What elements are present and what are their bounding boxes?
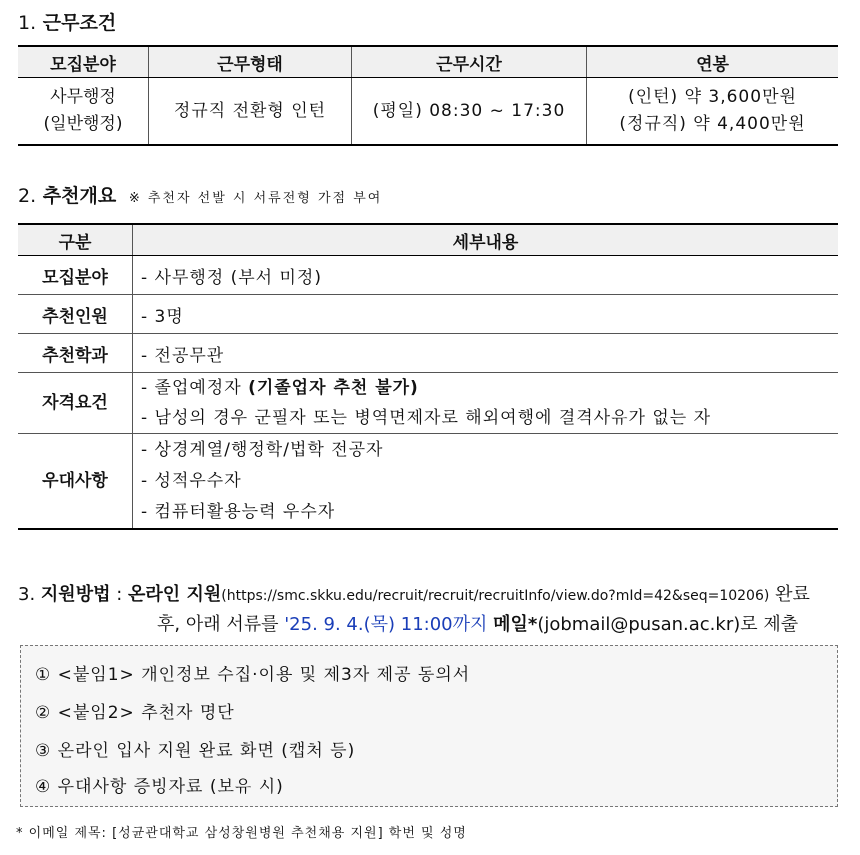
row-label: 추천인원 (18, 295, 133, 334)
line2-prefix: 후, 아래 서류를 (157, 614, 279, 635)
work-conditions-table (18, 45, 838, 146)
online-apply: 온라인 지원 (128, 584, 222, 605)
recommendation-table (18, 223, 838, 530)
email-subject-footnote: * 이메일 제목: [성균관대학교 삼성창원병원 추천채용 지원] 학번 및 성명 (16, 826, 467, 841)
table-header-row (18, 46, 838, 78)
row-detail: - 3명 (133, 295, 839, 334)
section2-heading (18, 181, 382, 208)
mail-label: 메일* (493, 614, 538, 635)
header-details: 세부내용 (133, 224, 839, 256)
salary-line2: (정규직) 약 4,400만원 (619, 114, 806, 134)
cell-field (18, 78, 149, 146)
document-item: ④ 우대사항 증빙자료 (보유 시) (35, 777, 284, 797)
section1-number: 1. (18, 12, 37, 34)
section3-line1 (18, 580, 810, 606)
table-row (18, 295, 838, 334)
row-detail: - 전공무관 (133, 334, 839, 373)
detail-bold: (기졸업자 추천 불가) (248, 378, 419, 398)
document-item: ② <붙임2> 추천자 명단 (35, 703, 235, 723)
row-detail (133, 434, 839, 530)
header-hours: 근무시간 (352, 46, 587, 78)
row-label: 추천학과 (18, 334, 133, 373)
table-row (18, 434, 838, 530)
table-row (18, 373, 838, 434)
row-label: 자격요건 (18, 373, 133, 434)
line2-suffix: 로 제출 (740, 614, 799, 635)
document-item: ③ 온라인 입사 지원 완료 화면 (캡처 등) (35, 741, 356, 761)
detail-line: - 상경계열/행정학/법학 전공자 (141, 439, 384, 460)
table-row (18, 78, 838, 146)
document-item: ① <붙임1> 개인정보 수집·이용 및 제3자 제공 동의서 (35, 665, 471, 685)
cell-employment-type: 정규직 전환형 인턴 (149, 78, 352, 146)
cell-salary (587, 78, 839, 146)
detail-line: - 남성의 경우 군필자 또는 병역면제자로 해외여행에 결격사유가 없는 자 (141, 408, 712, 428)
detail-line: - 컴퓨터활용능력 우수자 (141, 501, 336, 522)
section1-title: 근무조건 (42, 12, 117, 34)
salary-line1: (인턴) 약 3,600만원 (628, 87, 797, 107)
cell-hours: (평일) 08:30 ~ 17:30 (352, 78, 587, 146)
section2-number: 2. (18, 185, 37, 207)
mail-address[interactable]: (jobmail@pusan.ac.kr) (537, 614, 741, 635)
apply-url[interactable]: (https://smc.skku.edu/recruit/recruit/recruitInfo/view.do?mId=42&seq=10206) (221, 588, 770, 604)
field-line2: (일반행정) (43, 114, 123, 134)
documents-box (20, 645, 838, 807)
header-field: 모집분야 (18, 46, 149, 78)
header-employment-type: 근무형태 (149, 46, 352, 78)
field-line1: 사무행정 (50, 87, 116, 107)
complete-text: 완료 (775, 584, 810, 605)
deadline: '25. 9. 4.(목) 11:00까지 (284, 614, 488, 635)
header-category: 구분 (18, 224, 133, 256)
section1-heading (18, 8, 116, 35)
section2-title: 추천개요 (42, 185, 117, 207)
detail-line (141, 373, 832, 403)
detail-prefix: - 졸업예정자 (141, 378, 249, 398)
table-header-row (18, 224, 838, 256)
section3-number: 3. (18, 584, 36, 605)
section3-label: 지원방법 (40, 584, 111, 605)
row-detail: - 사무행정 (부서 미정) (133, 256, 839, 295)
table-row (18, 334, 838, 373)
table-row (18, 256, 838, 295)
header-salary: 연봉 (587, 46, 839, 78)
row-label: 우대사항 (18, 434, 133, 530)
section2-note: ※ 추천자 선발 시 서류전형 가점 부여 (128, 191, 383, 206)
row-detail (133, 373, 839, 434)
detail-line: - 성적우수자 (141, 470, 242, 491)
row-label: 모집분야 (18, 256, 133, 295)
section3-line2 (157, 610, 798, 636)
section3-colon: : (116, 584, 123, 605)
